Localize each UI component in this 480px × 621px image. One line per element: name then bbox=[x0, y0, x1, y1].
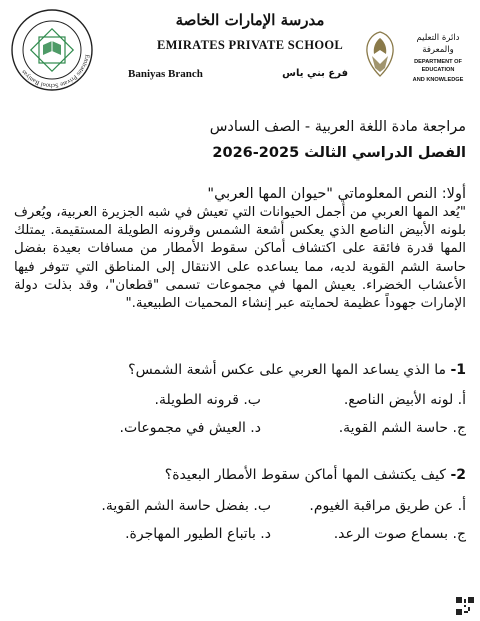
question-2 bbox=[14, 467, 466, 483]
option-b: ب. قرونه الطويلة. bbox=[154, 392, 261, 408]
qr-code-icon bbox=[456, 597, 474, 615]
question-number: 2- bbox=[450, 467, 466, 483]
adek-text bbox=[406, 32, 470, 85]
question-1 bbox=[14, 362, 466, 378]
branch-row bbox=[128, 68, 348, 84]
option-c: ج. حاسة الشم القوية. bbox=[338, 420, 466, 436]
school-logo bbox=[10, 8, 94, 92]
question-1-options-row-1 bbox=[14, 392, 466, 412]
branch-arabic: فرع بني ياس bbox=[282, 68, 348, 79]
school-name-arabic: مدرسة الإمارات الخاصة bbox=[175, 11, 325, 29]
question-2-options-row-1 bbox=[14, 498, 466, 518]
document-title: مراجعة مادة اللغة العربية - الصف السادس bbox=[209, 119, 466, 135]
adek-arabic: دائرة التعليم والمعرفة bbox=[416, 33, 460, 55]
option-d: د. العيش في مجموعات. bbox=[119, 420, 261, 436]
option-c: ج. بسماع صوت الرعد. bbox=[333, 526, 466, 542]
school-name-english: EMIRATES PRIVATE SCHOOL bbox=[156, 38, 344, 52]
section-heading: أولا: النص المعلوماتي "حيوان المها العربي" bbox=[207, 186, 466, 202]
adek-english-1: DEPARTMENT OF EDUCATION bbox=[414, 59, 462, 73]
adek-logo bbox=[358, 18, 470, 90]
svg-text:Emirates Private School Baniya: Emirates Private School Baniyas bbox=[20, 53, 91, 90]
term-heading: الفصل الدراسي الثالث 2025-2026 bbox=[212, 145, 466, 161]
adek-english-2: AND KNOWLEDGE bbox=[412, 77, 464, 83]
falcon-emblem-icon bbox=[358, 28, 402, 80]
option-d: د. باتباع الطيور المهاجرة. bbox=[125, 526, 271, 542]
option-a: أ. عن طريق مراقبة الغيوم. bbox=[309, 498, 466, 514]
question-2-options-row-2 bbox=[14, 526, 466, 546]
option-b: ب. بفضل حاسة الشم القوية. bbox=[101, 498, 271, 514]
branch-english: Baniyas Branch bbox=[128, 68, 203, 80]
question-1-options-row-2 bbox=[14, 420, 466, 440]
question-text: ما الذي يساعد المها العربي على عكس أشعة الشمس؟ bbox=[128, 362, 446, 378]
reading-passage: "يُعد المها العربي من أجمل الحيوانات التي تعيش في شبه الجزيرة العربية، ويُعرف بلونه الأبيض الناصع الذي يعكس أشعة الشمس وقرونه الطويلة المستقيمة. يمتلك المها قدرة فائقة على اكتشاف أماكن سقوط الأمطار من مسافات بعيدة بفضل حاسة الشم القوية لديه، مما يساعده على الانتقال إلى المناطق التي تتوفر فيها الأعشاب الخضراء. يعيش المها في مجموعات تسمى "قطعان"، وقد بذلت دولة الإمارات جهوداً عظيمة لحمايته عبر إنشاء المحميات الطبيعية." bbox=[14, 205, 466, 312]
option-a: أ. لونه الأبيض الناصع. bbox=[343, 392, 466, 408]
school-name-block bbox=[150, 10, 350, 53]
question-number: 1- bbox=[450, 362, 466, 378]
question-text: كيف يكتشف المها أماكن سقوط الأمطار البعيدة؟ bbox=[164, 467, 446, 483]
